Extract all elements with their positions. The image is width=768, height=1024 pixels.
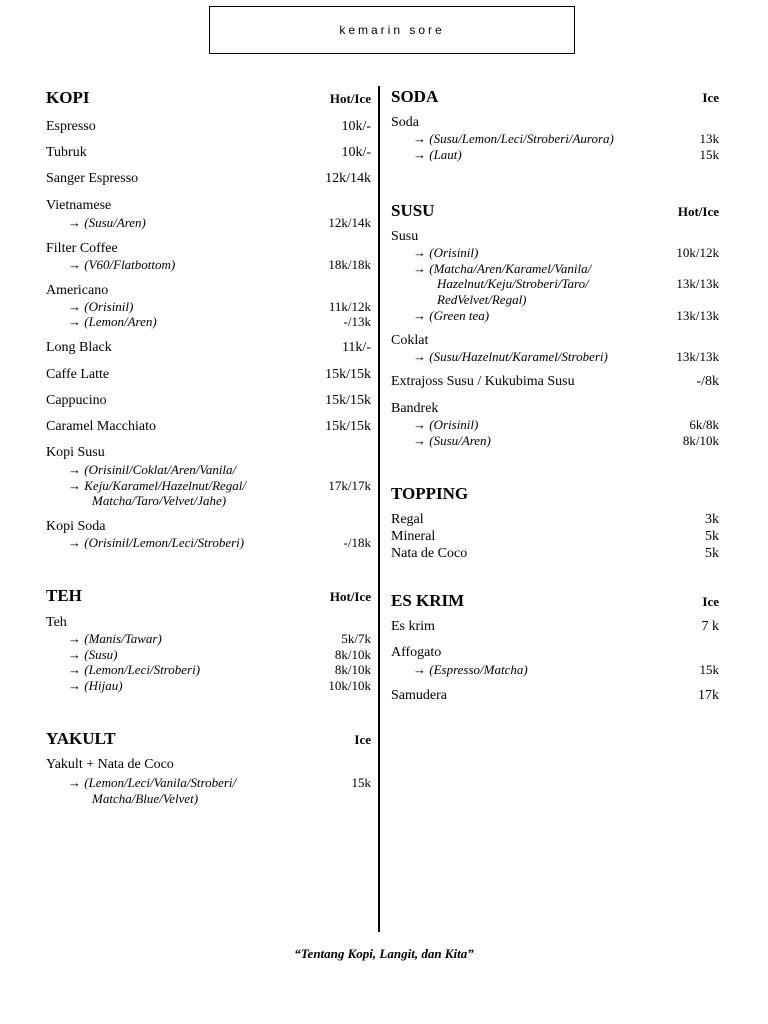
item-name: Tubruk <box>46 145 87 160</box>
item-variant: → (Susu/Aren) <box>413 433 491 448</box>
section-soda <box>391 87 719 167</box>
section-es-krim <box>391 591 719 711</box>
item-name: Filter Coffee <box>46 241 118 256</box>
item-name: Soda <box>391 115 419 130</box>
item-variant: → (Green tea) <box>413 308 490 323</box>
item-price: 12k/14k <box>325 171 371 186</box>
item-variant: → (Orisinil) <box>413 245 479 260</box>
item-price: 15k <box>699 147 719 162</box>
item-variant: → (Lemon/Leci/Stroberi) <box>68 662 201 677</box>
section-title: YAKULT <box>46 729 116 748</box>
item-variant: → (Susu/Aren) <box>68 215 146 230</box>
item-price: 10k/10k <box>328 678 371 693</box>
item-price: 15k <box>699 662 719 677</box>
item-price: 17k <box>698 688 719 703</box>
item-variant: → (Susu/Lemon/Leci/Stroberi/Aurora) <box>413 131 614 146</box>
item-price: 18k/18k <box>328 257 371 272</box>
item-price: 5k/7k <box>341 631 371 646</box>
section-temp-label: Ice <box>354 732 371 747</box>
section-title: KOPI <box>46 88 90 107</box>
section-yakult <box>46 729 371 809</box>
item-price: 13k <box>699 131 719 146</box>
item-name: Regal <box>391 512 424 527</box>
item-name: Kopi Susu <box>46 445 105 460</box>
menu-header <box>209 6 575 54</box>
item-name: Samudera <box>391 688 447 703</box>
item-variant: → (Laut) <box>413 147 462 162</box>
item-name: Espresso <box>46 119 96 134</box>
item-variant: → (Espresso/Matcha) <box>413 662 528 677</box>
item-price: 13k/13k <box>676 308 719 323</box>
item-variant: → (Lemon/Aren) <box>68 314 157 329</box>
item-price: 7 k <box>701 619 719 634</box>
item-price: 8k/10k <box>682 433 719 448</box>
item-name: Extrajoss Susu / Kukubima Susu <box>391 374 575 389</box>
item-name: Yakult + Nata de Coco <box>46 757 174 772</box>
item-price: -/13k <box>343 314 371 329</box>
item-variant: → (Hijau) <box>68 678 123 693</box>
item-name: Susu <box>391 229 419 244</box>
item-price: 13k/13k <box>676 349 719 364</box>
column-divider <box>378 86 380 932</box>
item-price: 8k/10k <box>334 662 371 677</box>
section-title: SUSU <box>391 201 435 220</box>
item-variant: → (Orisinil) <box>413 417 479 432</box>
item-variant: → Keju/Karamel/Hazelnut/Regal/ <box>68 478 247 493</box>
item-price: -/8k <box>696 374 719 389</box>
item-variant: → (Orisinil/Lemon/Leci/Stroberi) <box>68 535 245 550</box>
item-price: 15k/15k <box>325 367 371 382</box>
section-temp-label: Hot/Ice <box>329 589 371 604</box>
item-variant: → (Susu) <box>68 647 118 662</box>
item-price: 3k <box>705 512 719 527</box>
item-variant: → (V60/Flatbottom) <box>68 257 176 272</box>
item-variant: Matcha/Taro/Velvet/Jahe) <box>92 493 227 508</box>
item-name: Nata de Coco <box>391 546 468 561</box>
section-temp-label: Ice <box>702 90 719 105</box>
item-variant: → (Lemon/Leci/Vanila/Stroberi/ <box>68 775 237 790</box>
section-title: ES KRIM <box>391 591 465 610</box>
item-name: Sanger Espresso <box>46 171 139 186</box>
item-name: Es krim <box>391 619 435 634</box>
item-price: 11k/12k <box>328 299 371 314</box>
section-temp-label: Hot/Ice <box>329 91 371 106</box>
item-price: 15k <box>351 775 371 790</box>
section-title: TOPPING <box>391 484 469 503</box>
item-name: Vietnamese <box>46 198 112 213</box>
item-variant: RedVelvet/Regal) <box>437 292 527 307</box>
item-price: 10k/- <box>341 145 371 160</box>
item-variant: → (Susu/Hazelnut/Karamel/Stroberi) <box>413 349 608 364</box>
item-variant: → (Orisinil/Coklat/Aren/Vanila/ <box>68 462 237 477</box>
section-title: TEH <box>46 586 82 605</box>
item-name: Affogato <box>391 645 442 660</box>
section-susu <box>391 201 719 451</box>
item-name: Caramel Macchiato <box>46 419 157 434</box>
item-price: 15k/15k <box>325 419 371 434</box>
section-temp-label: Hot/Ice <box>677 204 719 219</box>
section-title: SODA <box>391 87 439 106</box>
item-name: Cappucino <box>46 393 107 408</box>
footer-quote: “Tentang Kopi, Langit, dan Kita” <box>294 946 474 961</box>
section-teh <box>46 586 371 696</box>
item-price: 5k <box>705 546 719 561</box>
item-variant: Hazelnut/Keju/Stroberi/Taro/ <box>437 276 589 291</box>
item-price: 8k/10k <box>334 647 371 662</box>
section-kopi <box>46 88 371 568</box>
item-price: 11k/- <box>341 340 371 355</box>
item-price: 13k/13k <box>676 276 719 291</box>
section-temp-label: Ice <box>702 594 719 609</box>
item-name: Mineral <box>391 529 436 544</box>
item-name: Caffe Latte <box>46 367 110 382</box>
item-price: 5k <box>705 529 719 544</box>
item-price: 17k/17k <box>328 478 371 493</box>
item-name: Bandrek <box>391 401 439 416</box>
item-price: 10k/12k <box>676 245 719 260</box>
item-name: Kopi Soda <box>46 519 106 534</box>
item-variant: Matcha/Blue/Velvet) <box>92 791 199 806</box>
item-variant: → (Matcha/Aren/Karamel/Vanila/ <box>413 261 592 276</box>
item-price: 12k/14k <box>328 215 371 230</box>
item-variant: → (Manis/Tawar) <box>68 631 162 646</box>
item-price: 10k/- <box>341 119 371 134</box>
item-name: Long Black <box>46 340 112 355</box>
item-name: Americano <box>46 283 109 298</box>
header-title: kemarin sore <box>339 23 445 37</box>
item-price: 15k/15k <box>325 393 371 408</box>
item-name: Coklat <box>391 333 429 348</box>
item-name: Teh <box>46 615 67 630</box>
item-variant: → (Orisinil) <box>68 299 134 314</box>
section-topping <box>391 484 719 564</box>
item-price: -/18k <box>343 535 371 550</box>
item-price: 6k/8k <box>689 417 719 432</box>
